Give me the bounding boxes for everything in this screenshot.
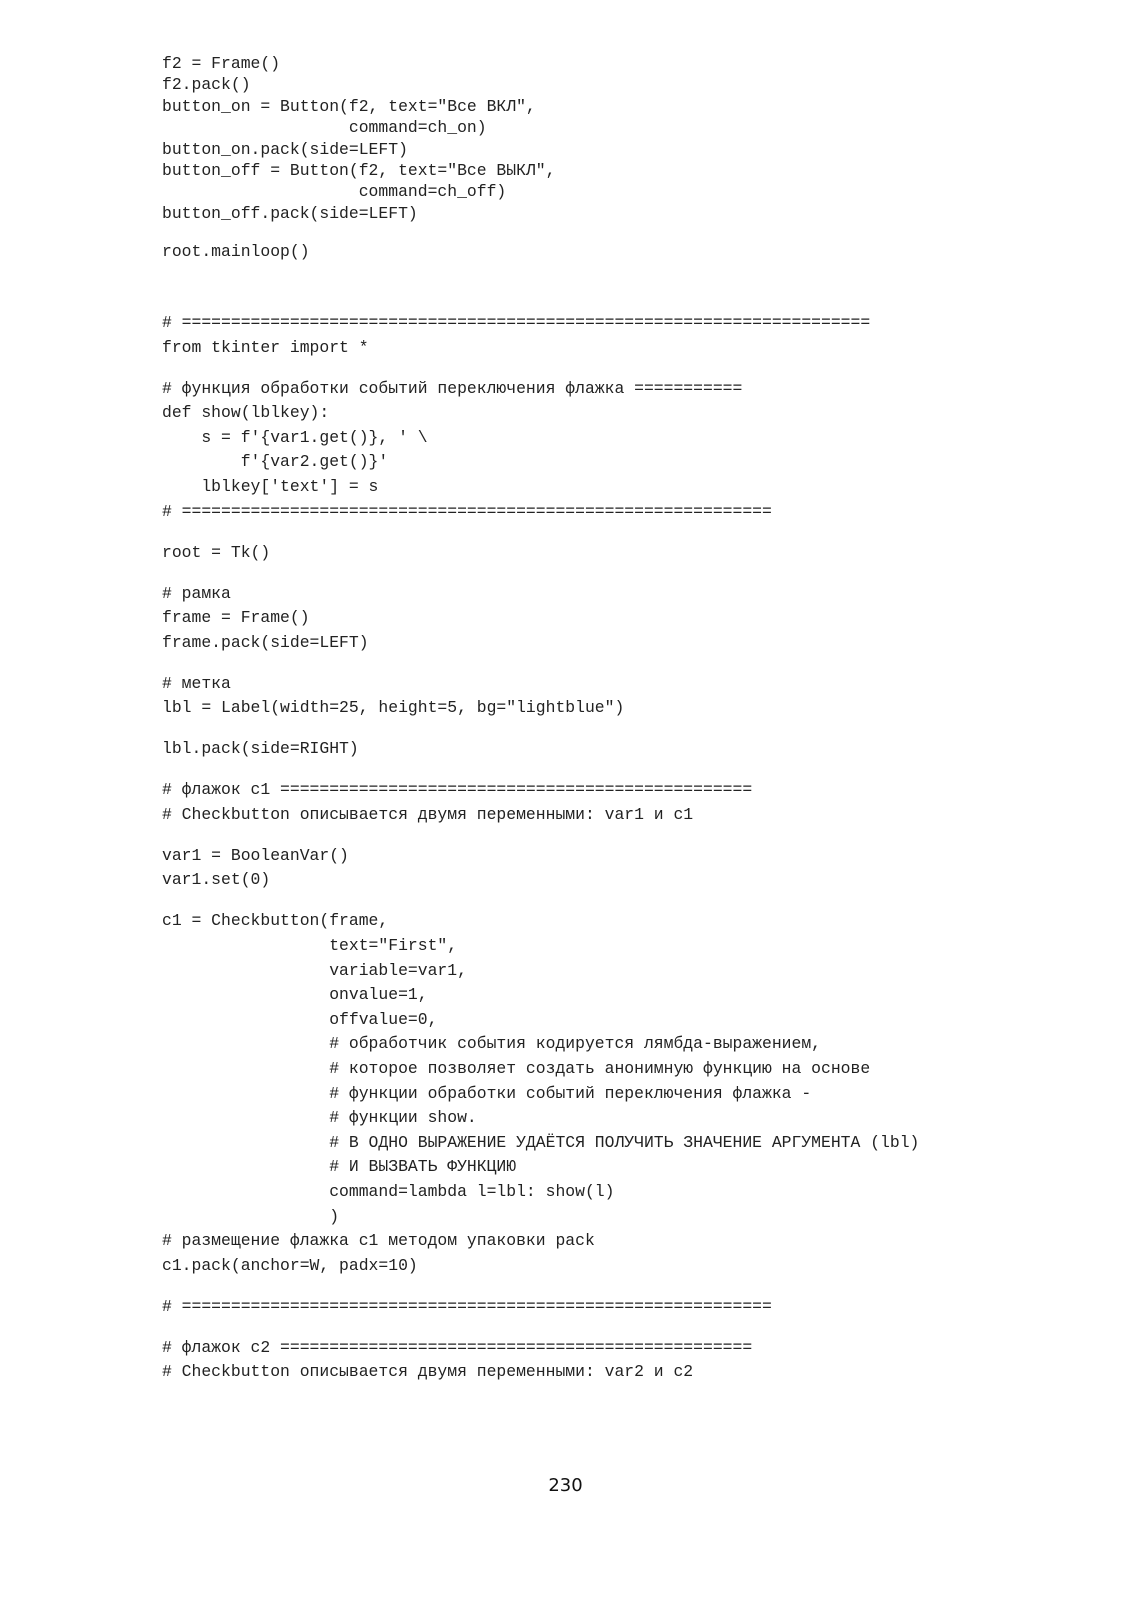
code-line: c1 = Checkbutton(frame, bbox=[162, 911, 389, 931]
code-line bbox=[162, 1278, 1062, 1294]
code-line: # ============================================================ bbox=[162, 501, 772, 521]
code-line: frame.pack(side=LEFT) bbox=[162, 632, 369, 652]
code-line bbox=[162, 893, 1062, 909]
code-line: lblkey['text'] = s bbox=[162, 476, 379, 496]
code-line: button_on = Button(f2, text="Все ВКЛ", bbox=[162, 96, 536, 116]
code-line: f'{var2.get()}' bbox=[162, 452, 389, 472]
code-line: onvalue=1, bbox=[162, 985, 428, 1005]
code-line: offvalue=0, bbox=[162, 1009, 438, 1029]
code-line: command=ch_on) bbox=[162, 118, 487, 138]
code-line: var1 = BooleanVar() bbox=[162, 845, 349, 865]
code-line: # Checkbutton описывается двумя переменными: var2 и c2 bbox=[162, 1362, 694, 1382]
code-line: # обработчик события кодируется лямбда-выражением, bbox=[162, 1034, 822, 1054]
code-line: def show(lblkey): bbox=[162, 403, 330, 423]
code-line: # флажок c1 ================================================ bbox=[162, 780, 753, 800]
code-line: button_off = Button(f2, text="Все ВЫКЛ", bbox=[162, 161, 556, 181]
code-line: text="First", bbox=[162, 936, 458, 955]
code-line: # метка bbox=[162, 673, 231, 693]
code-line: # В ОДНО ВЫРАЖЕНИЕ УДАЁТСЯ ПОЛУЧИТЬ ЗНАЧЕНИЕ АРГУМЕНТА (lbl) bbox=[162, 1132, 920, 1152]
code-block-checkbutton-example bbox=[162, 311, 1062, 1385]
code-line: # размещение флажка c1 методом упаковки pack bbox=[162, 1231, 595, 1251]
code-line bbox=[162, 565, 1062, 581]
code-line: ) bbox=[162, 1206, 340, 1226]
code-line: # Checkbutton описывается двумя переменными: var1 и c1 bbox=[162, 804, 694, 824]
code-line: # И ВЫЗВАТЬ ФУНКЦИЮ bbox=[162, 1157, 517, 1177]
code-line: # флажок c2 ================================================ bbox=[162, 1337, 753, 1357]
code-line: # функции show. bbox=[162, 1108, 477, 1128]
code-line: # функция обработки событий переключения флажка =========== bbox=[162, 378, 743, 398]
code-line: # которое позволяет создать анонимную функцию на основе bbox=[162, 1058, 871, 1078]
code-line: f2 = Frame() bbox=[162, 54, 281, 73]
code-line: # ============================================================ bbox=[162, 1296, 772, 1316]
code-line bbox=[162, 524, 1062, 540]
code-line bbox=[162, 721, 1062, 737]
page-number: 230 bbox=[548, 1475, 583, 1496]
code-line: c1.pack(anchor=W, padx=10) bbox=[162, 1255, 418, 1275]
code-line: frame = Frame() bbox=[162, 608, 310, 628]
code-block-tkinter-buttons bbox=[162, 53, 1062, 262]
code-line: variable=var1, bbox=[162, 960, 467, 980]
code-line: lbl = Label(width=25, height=5, bg="lightblue") bbox=[162, 698, 625, 718]
code-line bbox=[162, 655, 1062, 671]
code-line bbox=[162, 1319, 1062, 1335]
code-line: from tkinter import * bbox=[162, 337, 369, 357]
code-line: root.mainloop() bbox=[162, 241, 310, 261]
code-line: f2.pack() bbox=[162, 75, 251, 95]
code-line: command=lambda l=lbl: show(l) bbox=[162, 1181, 615, 1201]
code-line: button_off.pack(side=LEFT) bbox=[162, 203, 418, 223]
code-line: var1.set(0) bbox=[162, 870, 271, 890]
code-line: button_on.pack(side=LEFT) bbox=[162, 139, 408, 159]
code-line bbox=[162, 762, 1062, 778]
code-line: command=ch_off) bbox=[162, 182, 507, 202]
code-line bbox=[162, 827, 1062, 843]
code-line bbox=[162, 224, 1062, 240]
code-line: s = f'{var1.get()}, ' \ bbox=[162, 427, 428, 447]
code-line: lbl.pack(side=RIGHT) bbox=[162, 739, 359, 759]
code-line: # функции обработки событий переключения флажка - bbox=[162, 1083, 812, 1103]
code-line bbox=[162, 360, 1062, 376]
code-line: # ====================================================================== bbox=[162, 313, 871, 332]
code-line: # рамка bbox=[162, 583, 231, 603]
code-line: root = Tk() bbox=[162, 542, 271, 562]
